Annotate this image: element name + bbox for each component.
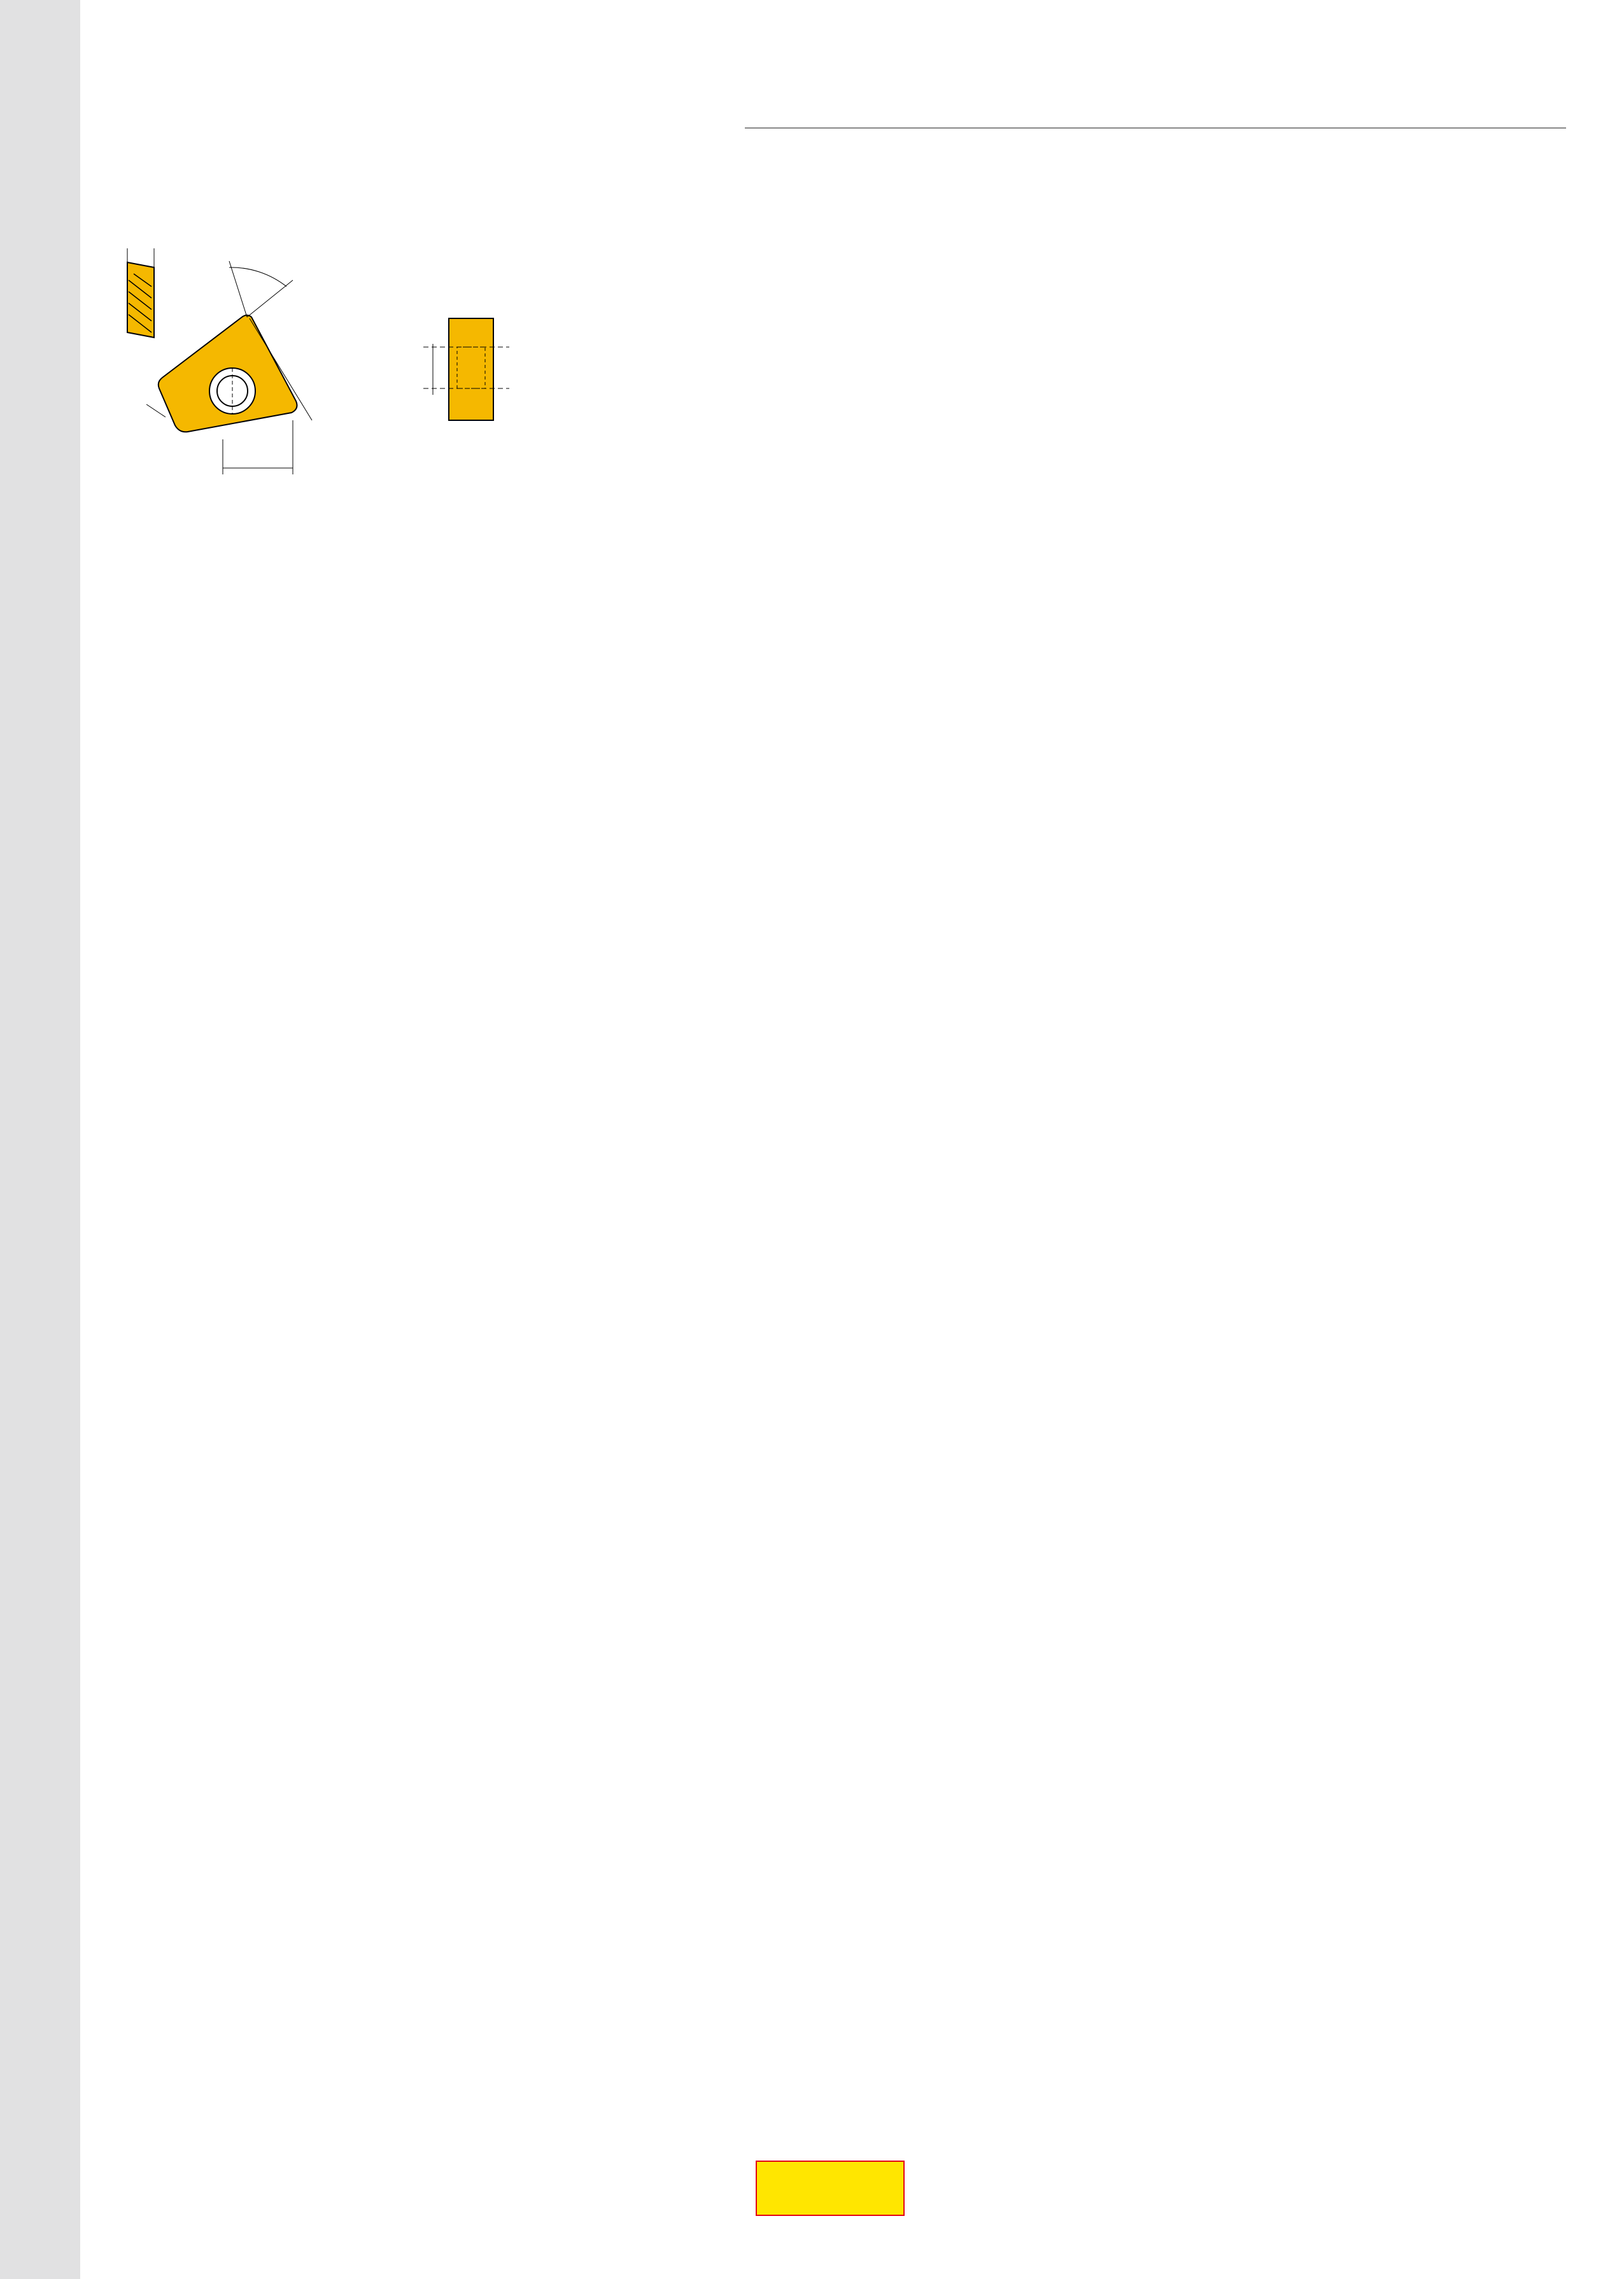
sidebar — [0, 0, 80, 2279]
header-rule — [745, 127, 1566, 129]
insert-dimension-diagram — [102, 242, 535, 497]
sandvik-logo — [756, 2161, 905, 2216]
